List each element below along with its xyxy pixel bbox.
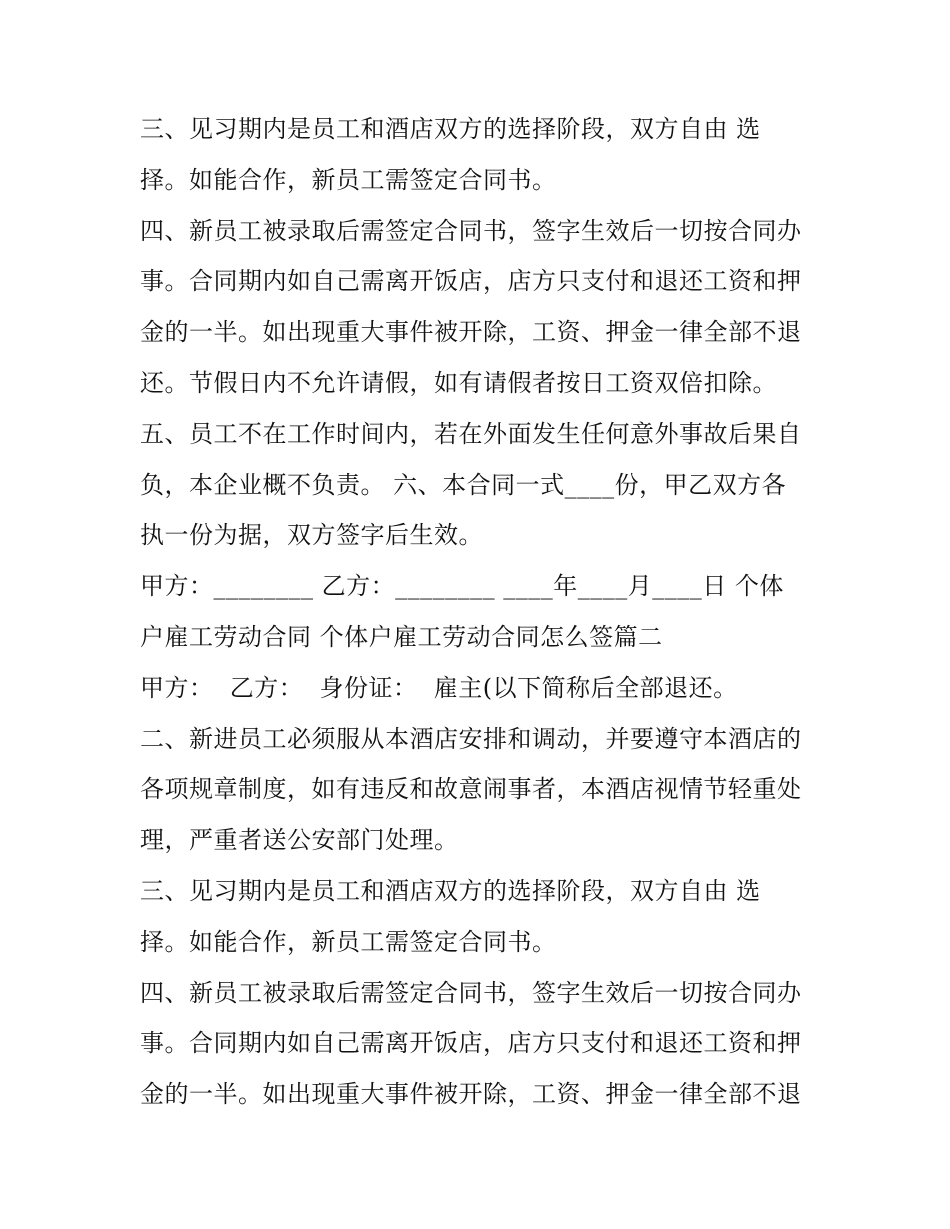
text-line-3: 四、新员工被录取后需签定合同书，签字生效后一切按合同办 [140,216,802,245]
text-line-9: 执一份为据，双方签字后生效。 [140,521,483,550]
text-line-5: 金的一半。如出现重大事件被开除，工资、押金一律全部不退 [140,318,802,347]
text-line-6: 还。节假日内不允许请假，如有请假者按日工资双倍扣除。 [140,368,777,397]
text-line-14: 各项规章制度，如有违反和故意闹事者，本酒店视情节轻重处 [140,775,802,804]
text-line-17: 择。如能合作，新员工需签定合同书。 [140,927,557,956]
text-line-18: 四、新员工被录取后需签定合同书，签字生效后一切按合同办 [140,978,802,1007]
text-line-7: 五、员工不在工作时间内，若在外面发生任何意外事故后果自 [140,419,802,448]
text-line-1: 三、见习期内是员工和酒店双方的选择阶段，双方自由 选 [140,115,761,143]
text-line-4: 事。合同期内如自己需离开饭店，店方只支付和退还工资和押 [140,267,802,296]
text-line-20: 金的一半。如出现重大事件被开除，工资、押金一律全部不退 [140,1080,802,1109]
text-line-2: 择。如能合作，新员工需签定合同书。 [140,165,557,194]
signature-line: 甲方：________ 乙方：________ ____年____月____日 个体 [140,572,784,601]
text-line-19: 事。合同期内如自己需离开饭店，店方只支付和退还工资和押 [140,1029,802,1058]
document-body [140,104,820,1120]
section-heading-line: 户雇工劳动合同 个体户雇工劳动合同怎么签篇二 [140,622,663,651]
text-line-8: 负，本企业概不负责。 六、本合同一式____份，甲乙双方各 [140,470,787,499]
text-line-13: 二、新进员工必须服从本酒店安排和调动，并要遵守本酒店的 [140,724,802,753]
text-line-16: 三、见习期内是员工和酒店双方的选择阶段，双方自由 选 [140,876,761,905]
parties-line: 甲方： 乙方： 身份证： 雇主(以下简称后全部退还。 [140,673,738,702]
text-line-15: 理，严重者送公安部门处理。 [140,826,459,855]
